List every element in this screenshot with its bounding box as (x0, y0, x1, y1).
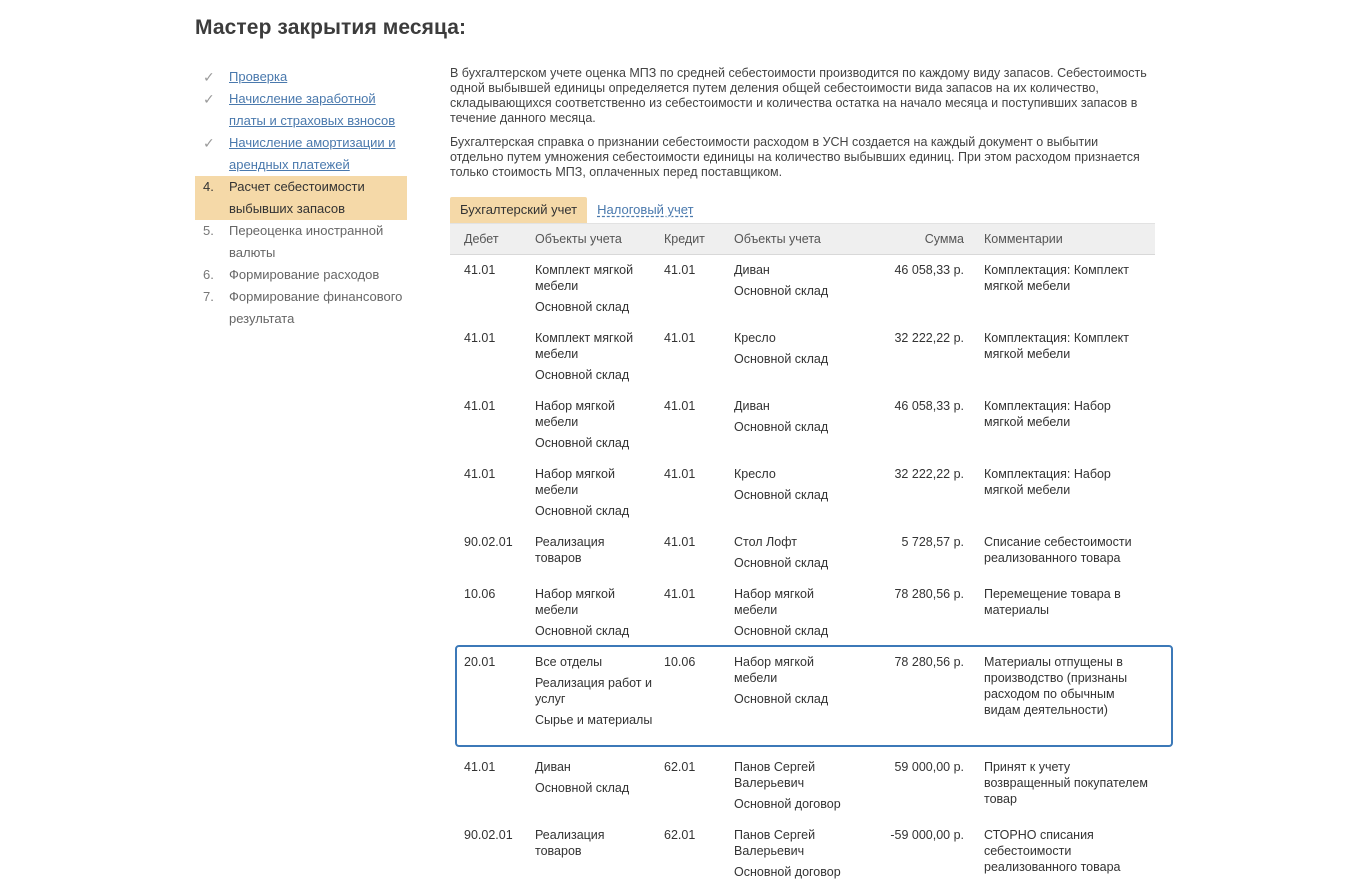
page-title: Мастер закрытия месяца: (195, 16, 467, 39)
table-row[interactable] (450, 577, 1155, 645)
cell-credit-objects (734, 330, 854, 367)
cell-comment: Принят к учету возвращенный покупателем товар (984, 760, 1148, 806)
table-header (450, 223, 1155, 255)
cell-debit-objects-line: Комплект мягкой мебели (535, 263, 634, 293)
cell-comment: Списание себестоимости реализованного товара (984, 535, 1132, 565)
cell-credit-objects-line: Панов Сергей Валерьевич (734, 760, 816, 790)
cell-comment: СТОРНО списания себестоимости реализованного товара (984, 828, 1121, 874)
cell-sum: 78 280,56 р. (894, 655, 964, 669)
table-row[interactable] (450, 750, 1155, 818)
cell-credit-objects (734, 759, 854, 812)
table-row[interactable] (450, 389, 1155, 457)
tab-tax[interactable]: Налоговый учет (597, 202, 694, 217)
cell-comment: Комплектация: Набор мягкой мебели (984, 399, 1111, 429)
description (450, 66, 1155, 189)
step-number: 7. (203, 289, 214, 304)
table-row[interactable] (450, 321, 1155, 389)
step-number: 6. (203, 267, 214, 282)
step-depreciation[interactable] (195, 132, 407, 176)
cell-credit-objects-line: Основной склад (734, 420, 829, 434)
cell-credit: 41.01 (664, 587, 696, 601)
cell-debit: 41.01 (464, 467, 496, 481)
cell-debit: 41.01 (464, 331, 496, 345)
cell-debit-objects-line: Основной склад (535, 504, 630, 518)
cell-comment: Комплектация: Комплект мягкой мебели (984, 263, 1130, 293)
table-row[interactable] (450, 253, 1155, 321)
cell-debit: 10.06 (464, 587, 496, 601)
step-label[interactable]: Начисление заработной платы и страховых взносов (229, 91, 396, 128)
cell-credit-objects-line: Стол Лофт (734, 535, 797, 549)
cell-debit-objects-line: Набор мягкой мебели (535, 587, 615, 617)
cell-debit-objects (535, 586, 653, 639)
cell-credit-objects-line: Основной склад (734, 692, 829, 706)
cell-debit: 41.01 (464, 399, 496, 413)
cell-sum: 46 058,33 р. (894, 399, 964, 413)
postings-table (450, 223, 1155, 879)
table-row[interactable] (450, 457, 1155, 525)
cell-debit-objects (535, 262, 653, 315)
cell-debit: 41.01 (464, 760, 496, 774)
cell-debit: 41.01 (464, 263, 496, 277)
cell-credit: 62.01 (664, 760, 696, 774)
cell-credit: 41.01 (664, 467, 696, 481)
cell-comment: Материалы отпущены в производство (признаны расходом по обычным видам деятельности) (984, 655, 1128, 717)
step-payroll[interactable] (195, 88, 407, 132)
cell-comment: Комплектация: Набор мягкой мебели (984, 467, 1111, 497)
cell-debit: 90.02.01 (464, 535, 513, 549)
cell-debit-objects (535, 759, 653, 796)
header-debit: Дебет (464, 232, 499, 246)
cell-credit: 41.01 (664, 263, 696, 277)
cell-credit: 41.01 (664, 535, 696, 549)
cell-debit-objects-line: Основной склад (535, 436, 630, 450)
cell-debit-objects (535, 466, 653, 519)
cell-credit-objects-line: Основной склад (734, 556, 829, 570)
cell-debit-objects-line: Реализация товаров (535, 828, 605, 858)
cell-credit-objects-line: Диван (734, 399, 770, 413)
cell-credit-objects-line: Основной склад (734, 488, 829, 502)
step-label[interactable]: Проверка (229, 69, 288, 84)
description-paragraph: В бухгалтерском учете оценка МПЗ по средней себестоимости производится по каждому виду запасов. Себестоимость одной выбывшей единицы определяется путем деления общей себестоимости вида запасов на их количество, складывающихся соответственно из себестоимости и количества остатка на начало месяца и поступивших запасов в течение данного месяца. (450, 66, 1147, 125)
check-icon: ✓ (203, 135, 215, 151)
cell-comment: Перемещение товара в материалы (984, 587, 1121, 617)
cell-credit-objects-line: Набор мягкой мебели (734, 655, 814, 685)
table-row[interactable] (450, 818, 1155, 878)
step-label: Переоценка иностранной валюты (229, 223, 384, 260)
header-comment: Комментарии (984, 232, 1063, 246)
step-number: 4. (203, 179, 214, 194)
step-check[interactable] (195, 66, 407, 88)
header-sum: Сумма (924, 232, 964, 246)
cell-credit-objects-line: Основной склад (734, 284, 829, 298)
cell-debit-objects (535, 654, 653, 728)
header-credit-objects: Объекты учета (734, 232, 821, 246)
step-financial-result (195, 286, 407, 330)
cell-debit-objects-line: Сырье и материалы (535, 713, 653, 727)
cell-credit: 41.01 (664, 399, 696, 413)
header-debit-objects: Объекты учета (535, 232, 622, 246)
cell-credit-objects (734, 262, 854, 299)
cell-comment: Комплектация: Комплект мягкой мебели (984, 331, 1130, 361)
check-icon: ✓ (203, 91, 215, 107)
cell-credit-objects (734, 586, 854, 639)
cell-sum: 5 728,57 р. (901, 535, 964, 549)
step-expenses (195, 264, 407, 286)
cell-sum: -59 000,00 р. (890, 828, 964, 842)
cell-debit-objects-line: Реализация товаров (535, 535, 605, 565)
cell-debit-objects (535, 398, 653, 451)
cell-credit: 62.01 (664, 828, 696, 842)
cell-debit-objects (535, 827, 653, 859)
cell-credit-objects (734, 398, 854, 435)
cell-sum: 32 222,22 р. (894, 467, 964, 481)
cell-sum: 46 058,33 р. (894, 263, 964, 277)
cell-credit-objects-line: Кресло (734, 331, 776, 345)
cell-debit-objects (535, 330, 653, 383)
cell-credit: 41.01 (664, 331, 696, 345)
cell-credit-objects-line: Основной договор (734, 865, 841, 879)
cell-debit-objects-line: Реализация работ и услуг (535, 676, 652, 706)
cell-sum: 78 280,56 р. (894, 587, 964, 601)
cell-debit-objects-line: Набор мягкой мебели (535, 467, 615, 497)
step-label: Формирование финансового результата (229, 289, 403, 326)
cell-credit-objects-line: Панов Сергей Валерьевич (734, 828, 816, 858)
check-icon: ✓ (203, 69, 215, 85)
step-label: Расчет себестоимости выбывших запасов (229, 179, 365, 216)
cell-debit-objects-line: Набор мягкой мебели (535, 399, 615, 429)
table-row[interactable] (450, 525, 1155, 577)
cell-debit-objects-line: Основной склад (535, 368, 630, 382)
cell-debit-objects-line: Основной склад (535, 624, 630, 638)
cell-credit-objects-line: Основной склад (734, 352, 829, 366)
step-label: Формирование расходов (229, 267, 380, 282)
cell-credit: 10.06 (664, 655, 696, 669)
step-number: 5. (203, 223, 214, 238)
cell-credit-objects-line: Кресло (734, 467, 776, 481)
tab-accounting[interactable]: Бухгалтерский учет (450, 197, 587, 223)
step-cost-calculation[interactable] (195, 176, 407, 220)
cell-credit-objects (734, 654, 854, 707)
cell-credit-objects (734, 827, 854, 880)
step-label[interactable]: Начисление амортизации и арендных платежей (229, 135, 396, 172)
cell-debit: 90.02.01 (464, 828, 513, 842)
cell-debit-objects-line: Основной склад (535, 781, 630, 795)
cell-sum: 32 222,22 р. (894, 331, 964, 345)
cell-debit-objects-line: Все отделы (535, 655, 603, 669)
cell-credit-objects-line: Диван (734, 263, 770, 277)
header-credit: Кредит (664, 232, 705, 246)
cell-credit-objects (734, 534, 854, 571)
description-paragraph: Бухгалтерская справка о признании себестоимости расходом в УСН создается на каждый документ о выбытии отдельно путем умножения себестоимости единицы на количество выбывших единиц. При этом расходом признается только стоимость МПЗ, оплаченных перед поставщиком. (450, 135, 1140, 179)
tab-bar (450, 197, 704, 223)
cell-debit-objects (535, 534, 653, 566)
cell-sum: 59 000,00 р. (894, 760, 964, 774)
cell-debit-objects-line: Диван (535, 760, 571, 774)
wizard-steps (195, 66, 407, 330)
table-row[interactable] (450, 645, 1155, 750)
cell-credit-objects (734, 466, 854, 503)
cell-debit-objects-line: Комплект мягкой мебели (535, 331, 634, 361)
cell-credit-objects-line: Основной склад (734, 624, 829, 638)
cell-credit-objects-line: Набор мягкой мебели (734, 587, 814, 617)
cell-debit-objects-line: Основной склад (535, 300, 630, 314)
cell-debit: 20.01 (464, 655, 496, 669)
step-currency-revaluation (195, 220, 407, 264)
cell-credit-objects-line: Основной договор (734, 797, 841, 811)
